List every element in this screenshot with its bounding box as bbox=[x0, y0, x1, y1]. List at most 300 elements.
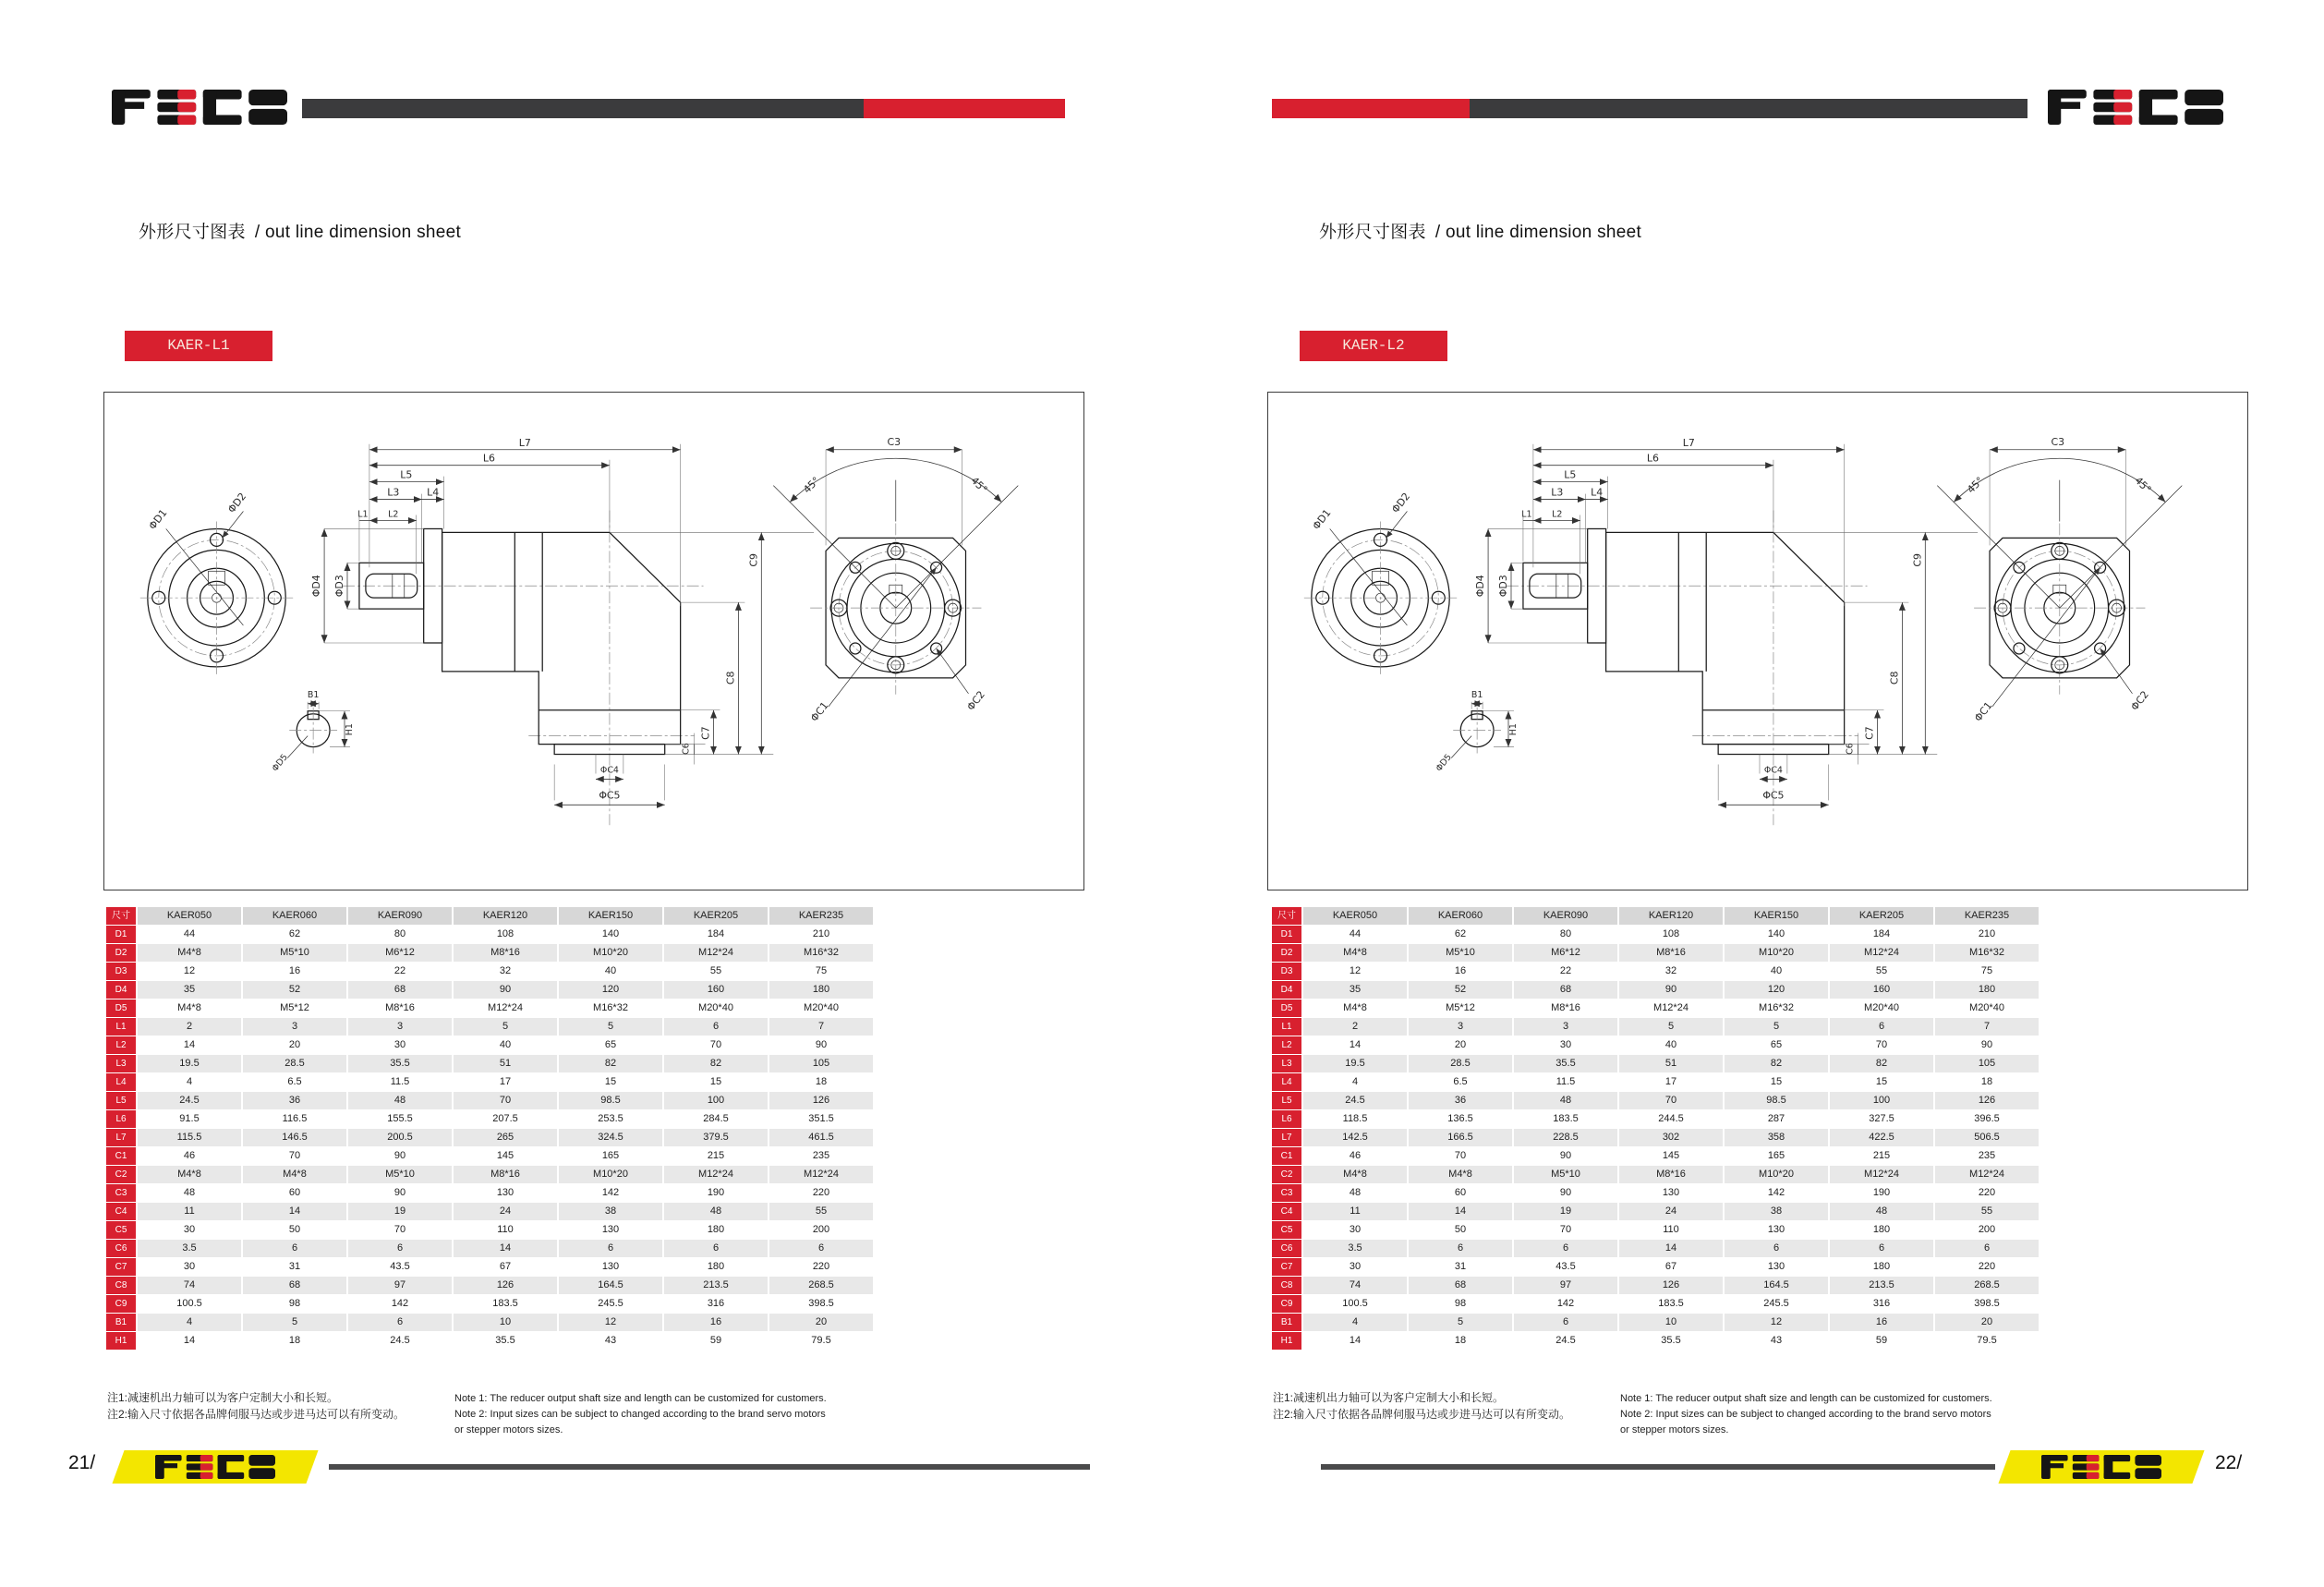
table-dim-cell: D5 bbox=[106, 999, 136, 1017]
dim-label-45-left: 45° bbox=[1965, 474, 1987, 496]
dim-label-d4: ΦD4 bbox=[1474, 575, 1487, 598]
table-value-cell: 12 bbox=[138, 963, 241, 980]
table-value-cell: M12*24 bbox=[664, 1166, 768, 1183]
table-value-cell: 130 bbox=[559, 1258, 662, 1276]
table-value-cell: 200 bbox=[1935, 1221, 2039, 1239]
table-value-cell: 40 bbox=[454, 1036, 557, 1054]
table-value-cell: 6 bbox=[559, 1240, 662, 1257]
table-value-cell: 116.5 bbox=[243, 1110, 346, 1128]
table-value-cell: 164.5 bbox=[1725, 1277, 1828, 1294]
input-shaft-section-view bbox=[271, 690, 355, 774]
table-value-cell: 16 bbox=[1409, 963, 1512, 980]
table-value-cell: 287 bbox=[1725, 1110, 1828, 1128]
table-value-cell: 14 bbox=[138, 1332, 241, 1350]
note-en-2: Note 2: Input sizes can be subject to changed according to the brand servo motors bbox=[454, 1409, 826, 1420]
dim-label-c6: C6 bbox=[1845, 743, 1856, 755]
dim-label-d2: ΦD2 bbox=[1389, 490, 1413, 515]
table-value-cell: 14 bbox=[243, 1203, 346, 1220]
table-value-cell: 4 bbox=[1303, 1073, 1407, 1091]
table-dim-cell: C8 bbox=[106, 1277, 136, 1294]
dim-label-l5: L5 bbox=[1564, 468, 1577, 481]
table-value-cell: 80 bbox=[1514, 926, 1617, 943]
table-row bbox=[1272, 1258, 2039, 1276]
table-value-cell: 100.5 bbox=[1303, 1295, 1407, 1313]
table-value-cell: 14 bbox=[1303, 1036, 1407, 1054]
table-value-cell: 11 bbox=[1303, 1203, 1407, 1220]
dim-label-c1: ΦC1 bbox=[808, 699, 831, 724]
table-value-cell: 6 bbox=[664, 1018, 768, 1036]
table-row bbox=[106, 1129, 873, 1146]
table-value-cell: 6.5 bbox=[243, 1073, 346, 1091]
table-value-cell: 228.5 bbox=[1514, 1129, 1617, 1146]
table-value-cell: 4 bbox=[138, 1073, 241, 1091]
table-value-cell: 24 bbox=[1619, 1203, 1723, 1220]
table-value-cell: 48 bbox=[664, 1203, 768, 1220]
table-value-cell: 130 bbox=[1619, 1184, 1723, 1202]
table-value-cell: 5 bbox=[1409, 1314, 1512, 1331]
table-value-cell: 327.5 bbox=[1830, 1110, 1933, 1128]
table-value-cell: M10*20 bbox=[559, 1166, 662, 1183]
dim-label-l7: L7 bbox=[1682, 436, 1695, 449]
table-row bbox=[106, 1184, 873, 1202]
output-flange-view bbox=[1937, 436, 2182, 724]
table-dim-cell: L3 bbox=[1272, 1055, 1301, 1072]
table-value-cell: 3 bbox=[1514, 1018, 1617, 1036]
output-flange-view bbox=[773, 436, 1018, 724]
table-value-cell: M4*8 bbox=[1303, 999, 1407, 1017]
table-value-cell: 24.5 bbox=[1303, 1092, 1407, 1109]
table-value-cell: 70 bbox=[664, 1036, 768, 1054]
table-value-cell: 6 bbox=[1514, 1240, 1617, 1257]
table-value-cell: 16 bbox=[243, 963, 346, 980]
table-value-cell: 90 bbox=[1935, 1036, 2039, 1054]
table-row bbox=[106, 1110, 873, 1128]
table-value-cell: 55 bbox=[1935, 1203, 2039, 1220]
table-value-cell: 180 bbox=[1830, 1258, 1933, 1276]
table-row bbox=[1272, 1203, 2039, 1220]
table-value-cell: 20 bbox=[1935, 1314, 2039, 1331]
table-value-cell: 12 bbox=[559, 1314, 662, 1331]
table-value-cell: M4*8 bbox=[1303, 944, 1407, 962]
table-row bbox=[1272, 944, 2039, 962]
dim-label-l6: L6 bbox=[1646, 452, 1659, 465]
header-logo bbox=[2040, 90, 2232, 125]
table-value-cell: 120 bbox=[1725, 981, 1828, 999]
table-model-header: KAER150 bbox=[559, 907, 662, 925]
table-value-cell: 43.5 bbox=[348, 1258, 452, 1276]
table-value-cell: 110 bbox=[454, 1221, 557, 1239]
table-value-cell: 97 bbox=[1514, 1277, 1617, 1294]
table-value-cell: 67 bbox=[454, 1258, 557, 1276]
table-value-cell: 180 bbox=[769, 981, 873, 999]
feco-logo-glyphs bbox=[2041, 1455, 2161, 1479]
table-value-cell: 126 bbox=[454, 1277, 557, 1294]
table-value-cell: 90 bbox=[1619, 981, 1723, 999]
table-value-cell: 12 bbox=[1725, 1314, 1828, 1331]
table-value-cell: 40 bbox=[1725, 963, 1828, 980]
table-value-cell: 100 bbox=[664, 1092, 768, 1109]
dim-label-l1: L1 bbox=[1521, 509, 1532, 520]
table-value-cell: M5*10 bbox=[1514, 1166, 1617, 1183]
table-model-header: KAER235 bbox=[1935, 907, 2039, 925]
table-dim-cell: C6 bbox=[106, 1240, 136, 1257]
table-value-cell: 245.5 bbox=[1725, 1295, 1828, 1313]
front-flange-view bbox=[140, 491, 293, 674]
dim-label-b1: B1 bbox=[307, 689, 320, 700]
table-model-header: KAER090 bbox=[1514, 907, 1617, 925]
table-value-cell: 74 bbox=[138, 1277, 241, 1294]
table-value-cell: 70 bbox=[243, 1147, 346, 1165]
table-value-cell: 183.5 bbox=[1514, 1110, 1617, 1128]
dim-label-l5: L5 bbox=[400, 468, 413, 481]
table-value-cell: 220 bbox=[769, 1184, 873, 1202]
dim-label-h1: H1 bbox=[1507, 723, 1519, 736]
table-value-cell: 14 bbox=[1303, 1332, 1407, 1350]
table-value-cell: 24 bbox=[454, 1203, 557, 1220]
table-value-cell: 70 bbox=[1409, 1147, 1512, 1165]
table-value-cell: 67 bbox=[1619, 1258, 1723, 1276]
table-model-header: KAER050 bbox=[138, 907, 241, 925]
table-dim-cell: L3 bbox=[106, 1055, 136, 1072]
table-value-cell: 180 bbox=[664, 1221, 768, 1239]
table-value-cell: 19 bbox=[348, 1203, 452, 1220]
table-value-cell: M5*10 bbox=[243, 944, 346, 962]
table-dim-cell: C3 bbox=[1272, 1184, 1301, 1202]
table-value-cell: 3.5 bbox=[1303, 1240, 1407, 1257]
table-value-cell: 316 bbox=[1830, 1295, 1933, 1313]
table-value-cell: 98 bbox=[1409, 1295, 1512, 1313]
table-value-cell: 31 bbox=[243, 1258, 346, 1276]
table-value-cell: 183.5 bbox=[454, 1295, 557, 1313]
table-value-cell: 18 bbox=[243, 1332, 346, 1350]
table-dim-cell: L2 bbox=[1272, 1036, 1301, 1054]
table-value-cell: M4*8 bbox=[138, 1166, 241, 1183]
dim-label-c1: ΦC1 bbox=[1972, 699, 1995, 724]
table-value-cell: 40 bbox=[1619, 1036, 1723, 1054]
table-value-cell: 79.5 bbox=[769, 1332, 873, 1350]
table-row bbox=[106, 1073, 873, 1091]
table-value-cell: M12*24 bbox=[1830, 1166, 1933, 1183]
table-row bbox=[1272, 1147, 2039, 1165]
table-value-cell: 68 bbox=[243, 1277, 346, 1294]
table-value-cell: 6 bbox=[348, 1240, 452, 1257]
table-value-cell: 284.5 bbox=[664, 1110, 768, 1128]
dim-label-l6: L6 bbox=[482, 452, 495, 465]
dim-label-d5: ΦD5 bbox=[270, 752, 291, 774]
table-value-cell: 44 bbox=[1303, 926, 1407, 943]
table-row bbox=[1272, 1295, 2039, 1313]
table-value-cell: 461.5 bbox=[769, 1129, 873, 1146]
table-value-cell: 422.5 bbox=[1830, 1129, 1933, 1146]
table-value-cell: 30 bbox=[138, 1258, 241, 1276]
table-value-cell: 19 bbox=[1514, 1203, 1617, 1220]
table-value-cell: 207.5 bbox=[454, 1110, 557, 1128]
table-value-cell: 24.5 bbox=[348, 1332, 452, 1350]
table-value-cell: 6 bbox=[1514, 1314, 1617, 1331]
table-row bbox=[106, 1240, 873, 1257]
table-value-cell: 44 bbox=[138, 926, 241, 943]
note-en-3: or stepper motors sizes. bbox=[1620, 1424, 1729, 1436]
table-value-cell: 65 bbox=[1725, 1036, 1828, 1054]
table-value-cell: 18 bbox=[1935, 1073, 2039, 1091]
table-value-cell: 126 bbox=[769, 1092, 873, 1109]
table-value-cell: 35.5 bbox=[1514, 1055, 1617, 1072]
table-value-cell: M5*10 bbox=[1409, 944, 1512, 962]
table-value-cell: 60 bbox=[1409, 1184, 1512, 1202]
table-value-cell: 35.5 bbox=[1619, 1332, 1723, 1350]
dim-label-l4: L4 bbox=[1591, 486, 1604, 499]
table-dim-cell: C2 bbox=[1272, 1166, 1301, 1183]
table-value-cell: 20 bbox=[769, 1314, 873, 1331]
table-dim-cell: C6 bbox=[1272, 1240, 1301, 1257]
table-value-cell: M10*20 bbox=[1725, 944, 1828, 962]
feco-logo-glyphs bbox=[2048, 90, 2223, 125]
table-value-cell: 215 bbox=[1830, 1147, 1933, 1165]
table-value-cell: 59 bbox=[1830, 1332, 1933, 1350]
dim-label-c7: C7 bbox=[699, 726, 712, 740]
table-value-cell: 215 bbox=[664, 1147, 768, 1165]
table-value-cell: 68 bbox=[1514, 981, 1617, 999]
table-row bbox=[1272, 1055, 2039, 1072]
header-bar-dark bbox=[1470, 99, 2027, 118]
footer-rule bbox=[1321, 1464, 1995, 1470]
table-value-cell: 15 bbox=[559, 1073, 662, 1091]
table-value-cell: 15 bbox=[1725, 1073, 1828, 1091]
table-value-cell: M20*40 bbox=[1935, 999, 2039, 1017]
table-dim-cell: L7 bbox=[106, 1129, 136, 1146]
table-value-cell: 50 bbox=[243, 1221, 346, 1239]
table-value-cell: 7 bbox=[769, 1018, 873, 1036]
table-value-cell: 90 bbox=[1514, 1184, 1617, 1202]
table-value-cell: 70 bbox=[454, 1092, 557, 1109]
table-value-cell: 90 bbox=[769, 1036, 873, 1054]
table-value-cell: M4*8 bbox=[243, 1166, 346, 1183]
page-title-en: / out line dimension sheet bbox=[1434, 223, 1642, 242]
table-dim-cell: D4 bbox=[106, 981, 136, 999]
table-row bbox=[106, 981, 873, 999]
table-value-cell: 82 bbox=[664, 1055, 768, 1072]
dim-label-c2: ΦC2 bbox=[2128, 688, 2151, 713]
table-value-cell: 2 bbox=[1303, 1018, 1407, 1036]
table-value-cell: 210 bbox=[769, 926, 873, 943]
table-value-cell: 235 bbox=[769, 1147, 873, 1165]
table-value-cell: 59 bbox=[664, 1332, 768, 1350]
table-value-cell: 48 bbox=[1303, 1184, 1407, 1202]
table-row bbox=[1272, 1277, 2039, 1294]
table-value-cell: 506.5 bbox=[1935, 1129, 2039, 1146]
table-value-cell: 46 bbox=[1303, 1147, 1407, 1165]
table-value-cell: M16*32 bbox=[559, 999, 662, 1017]
footer-logo-shape bbox=[1998, 1450, 2204, 1484]
table-value-cell: 35.5 bbox=[454, 1332, 557, 1350]
table-value-cell: 19.5 bbox=[1303, 1055, 1407, 1072]
table-value-cell: 35 bbox=[138, 981, 241, 999]
table-model-header: KAER060 bbox=[1409, 907, 1512, 925]
dimension-drawing bbox=[104, 393, 1082, 888]
table-value-cell: 245.5 bbox=[559, 1295, 662, 1313]
table-value-cell: M5*10 bbox=[348, 1166, 452, 1183]
model-badge: KAER-L2 bbox=[1300, 331, 1447, 361]
table-value-cell: 2 bbox=[138, 1018, 241, 1036]
dim-label-d3: ΦD3 bbox=[333, 575, 346, 598]
table-value-cell: 70 bbox=[1830, 1036, 1933, 1054]
table-value-cell: 52 bbox=[1409, 981, 1512, 999]
table-value-cell: 130 bbox=[1725, 1221, 1828, 1239]
table-value-cell: 30 bbox=[138, 1221, 241, 1239]
footer-logo bbox=[2032, 1455, 2171, 1479]
dim-label-l3: L3 bbox=[387, 486, 400, 499]
table-value-cell: 213.5 bbox=[664, 1277, 768, 1294]
table-dim-cell: B1 bbox=[106, 1314, 136, 1331]
table-value-cell: 40 bbox=[559, 963, 662, 980]
table-model-header: KAER050 bbox=[1303, 907, 1407, 925]
table-dim-cell: C7 bbox=[1272, 1258, 1301, 1276]
table-header-row bbox=[106, 907, 873, 925]
dim-label-45-right: 45° bbox=[2132, 474, 2154, 496]
table-value-cell: 36 bbox=[243, 1092, 346, 1109]
table-dim-cell: H1 bbox=[1272, 1332, 1301, 1350]
page-title bbox=[139, 218, 461, 243]
table-value-cell: 22 bbox=[1514, 963, 1617, 980]
table-value-cell: 130 bbox=[559, 1221, 662, 1239]
table-value-cell: 142 bbox=[1514, 1295, 1617, 1313]
table-dim-cell: L6 bbox=[106, 1110, 136, 1128]
table-value-cell: 6 bbox=[243, 1240, 346, 1257]
table-value-cell: M8*16 bbox=[454, 1166, 557, 1183]
table-model-header: KAER150 bbox=[1725, 907, 1828, 925]
notes-en bbox=[454, 1391, 827, 1438]
table-value-cell: 82 bbox=[559, 1055, 662, 1072]
table-value-cell: 79.5 bbox=[1935, 1332, 2039, 1350]
table-value-cell: 14 bbox=[1619, 1240, 1723, 1257]
table-value-cell: M10*20 bbox=[1725, 1166, 1828, 1183]
table-value-cell: 379.5 bbox=[664, 1129, 768, 1146]
table-value-cell: 4 bbox=[1303, 1314, 1407, 1331]
dim-label-d1: ΦD1 bbox=[146, 506, 170, 532]
table-row bbox=[1272, 1018, 2039, 1036]
table-corner-cell: 尺寸 bbox=[106, 907, 136, 925]
table-row bbox=[106, 1258, 873, 1276]
table-row bbox=[106, 1166, 873, 1183]
table-value-cell: 253.5 bbox=[559, 1110, 662, 1128]
table-row bbox=[1272, 981, 2039, 999]
table-value-cell: 140 bbox=[1725, 926, 1828, 943]
table-value-cell: 48 bbox=[138, 1184, 241, 1202]
table-value-cell: 145 bbox=[1619, 1147, 1723, 1165]
table-value-cell: 165 bbox=[559, 1147, 662, 1165]
table-value-cell: 358 bbox=[1725, 1129, 1828, 1146]
table-value-cell: 268.5 bbox=[769, 1277, 873, 1294]
drawing-box bbox=[1267, 392, 2248, 890]
table-value-cell: 30 bbox=[1514, 1036, 1617, 1054]
table-value-cell: 165 bbox=[1725, 1147, 1828, 1165]
table-value-cell: 142.5 bbox=[1303, 1129, 1407, 1146]
table-value-cell: 48 bbox=[348, 1092, 452, 1109]
footer-rule bbox=[329, 1464, 1090, 1470]
table-value-cell: 31 bbox=[1409, 1258, 1512, 1276]
table-value-cell: 316 bbox=[664, 1295, 768, 1313]
table-dim-cell: C4 bbox=[106, 1203, 136, 1220]
note-en-1: Note 1: The reducer output shaft size and length can be customized for customers. bbox=[1620, 1393, 1992, 1404]
table-value-cell: 28.5 bbox=[243, 1055, 346, 1072]
table-value-cell: 38 bbox=[559, 1203, 662, 1220]
table-value-cell: M6*12 bbox=[1514, 944, 1617, 962]
table-value-cell: M12*24 bbox=[664, 944, 768, 962]
table-dim-cell: L1 bbox=[1272, 1018, 1301, 1036]
table-value-cell: 16 bbox=[1830, 1314, 1933, 1331]
table-row bbox=[106, 1221, 873, 1239]
table-value-cell: 180 bbox=[664, 1258, 768, 1276]
table-value-cell: 210 bbox=[1935, 926, 2039, 943]
table-dim-cell: C5 bbox=[106, 1221, 136, 1239]
feco-logo bbox=[103, 90, 296, 125]
header-bar-red bbox=[1272, 99, 1470, 118]
table-dim-cell: D5 bbox=[1272, 999, 1301, 1017]
dim-label-45-left: 45° bbox=[801, 474, 823, 496]
table-value-cell: 5 bbox=[559, 1018, 662, 1036]
table-row bbox=[1272, 1129, 2039, 1146]
table-value-cell: 35.5 bbox=[348, 1055, 452, 1072]
table-value-cell: 6 bbox=[664, 1240, 768, 1257]
table-value-cell: 126 bbox=[1619, 1277, 1723, 1294]
table-value-cell: M4*8 bbox=[1409, 1166, 1512, 1183]
table-value-cell: 75 bbox=[1935, 963, 2039, 980]
table-value-cell: 190 bbox=[664, 1184, 768, 1202]
page-number: 21/ bbox=[68, 1452, 96, 1473]
header-bar-red bbox=[864, 99, 1065, 118]
table-value-cell: 98.5 bbox=[1725, 1092, 1828, 1109]
table-value-cell: 55 bbox=[769, 1203, 873, 1220]
table-value-cell: 55 bbox=[664, 963, 768, 980]
table-dim-cell: C1 bbox=[1272, 1147, 1301, 1165]
table-value-cell: 32 bbox=[454, 963, 557, 980]
table-row bbox=[106, 1314, 873, 1331]
table-value-cell: 70 bbox=[1514, 1221, 1617, 1239]
table-value-cell: 184 bbox=[664, 926, 768, 943]
table-value-cell: 90 bbox=[348, 1184, 452, 1202]
dim-label-c5: ΦC5 bbox=[1762, 789, 1785, 802]
table-dim-cell: C1 bbox=[106, 1147, 136, 1165]
table-value-cell: 90 bbox=[1514, 1147, 1617, 1165]
page-title-en: / out line dimension sheet bbox=[254, 223, 462, 242]
table-value-cell: 220 bbox=[769, 1258, 873, 1276]
table-value-cell: 50 bbox=[1409, 1221, 1512, 1239]
feco-logo-glyphs bbox=[155, 1455, 275, 1479]
page-title bbox=[1319, 218, 1641, 243]
table-value-cell: 130 bbox=[454, 1184, 557, 1202]
table-value-cell: 146.5 bbox=[243, 1129, 346, 1146]
table-row bbox=[1272, 1092, 2039, 1109]
table-value-cell: 20 bbox=[1409, 1036, 1512, 1054]
table-value-cell: M20*40 bbox=[1830, 999, 1933, 1017]
table-value-cell: 220 bbox=[1935, 1184, 2039, 1202]
front-flange-view bbox=[1304, 491, 1457, 674]
dim-label-c6: C6 bbox=[681, 743, 692, 755]
table-value-cell: 10 bbox=[1619, 1314, 1723, 1331]
table-value-cell: 160 bbox=[664, 981, 768, 999]
model-badge: KAER-L1 bbox=[125, 331, 272, 361]
table-value-cell: 200 bbox=[769, 1221, 873, 1239]
table-row bbox=[1272, 1184, 2039, 1202]
table-dim-cell: L7 bbox=[1272, 1129, 1301, 1146]
table-value-cell: 5 bbox=[243, 1314, 346, 1331]
table-value-cell: 213.5 bbox=[1830, 1277, 1933, 1294]
table-value-cell: 97 bbox=[348, 1277, 452, 1294]
table-value-cell: 22 bbox=[348, 963, 452, 980]
table-value-cell: M20*40 bbox=[664, 999, 768, 1017]
table-value-cell: 324.5 bbox=[559, 1129, 662, 1146]
table-row bbox=[1272, 1166, 2039, 1183]
